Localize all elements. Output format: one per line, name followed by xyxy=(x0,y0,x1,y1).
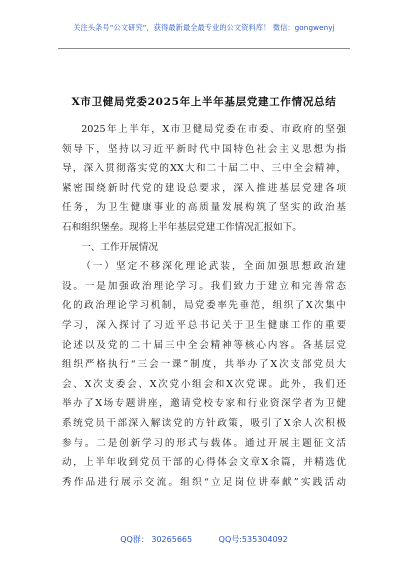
footer-contacts xyxy=(0,534,408,545)
document-title: X市卫健局党委2025年上半年基层党建工作情况总结 xyxy=(71,96,337,108)
header-banner: 关注头条号“公文研究”，获得最新最全最专业的公文资料库！ 微信：gongwenyj xyxy=(73,23,335,32)
body-line: 组织严格执行“三会一课”制度，共举办了X次支部党员大 xyxy=(62,359,346,371)
body-line: 参与。二是创新学习的形式与载体。通过开展主题征文活 xyxy=(62,437,346,449)
body-line: 秀作品进行展示交流。组织“立足岗位讲奉献”实践活动 xyxy=(62,476,346,488)
body-line: 论述以及党的二十届三中全会精神等核心内容。各基层党 xyxy=(62,339,346,351)
document-body xyxy=(62,120,346,492)
body-line: 任务，为卫生健康事业的高质量发展构筑了坚实的政治基 xyxy=(62,202,346,214)
header-divider xyxy=(58,48,350,49)
body-line: 化的政治理论学习机制，局党委率先垂范，组织了X次集中 xyxy=(62,300,346,312)
body-line: 动，上半年收到党员干部的心得体会文章X余篇，并精选优 xyxy=(62,457,346,469)
body-line: 举办了X场专题讲座，邀请党校专家和行业资深学者为卫健 xyxy=(62,398,346,410)
body-line: 领导下，坚持以习近平新时代中国特色社会主义思想为指 xyxy=(62,143,346,155)
body-line: 学习，深入探讨了习近平总书记关于卫生健康工作的重要 xyxy=(62,319,346,331)
body-line: 紧密围绕新时代党的建设总要求，深入推进基层党建各项 xyxy=(62,182,346,194)
footer-qq-number: QQ号:535304092 xyxy=(218,535,288,544)
body-line: 系统党员干部深入解读党的方针政策，吸引了X余人次积极 xyxy=(62,417,346,429)
body-line: 2025年上半年，X市卫健局党委在市委、市政府的坚强 xyxy=(81,124,346,135)
body-line: 石和组织堡垒。现将上半年基层党建工作情况汇报如下。 xyxy=(62,221,302,233)
body-line: 导，深入贯彻落实党的XX大和二十届二中、三中全会精神， xyxy=(62,163,346,175)
footer-qq-group: QQ群： 30265665 xyxy=(120,535,193,544)
body-line: （一）坚定不移深化理论武装，全面加强思想政治建 xyxy=(81,261,346,273)
section-heading: 一、工作开展情况 xyxy=(81,241,158,253)
body-line: 会、X次支委会、X次党小组会和X次党课。此外，我们还 xyxy=(62,378,346,390)
body-line: 设。一是加强政治理论学习。我们致力于建立和完善常态 xyxy=(62,280,346,292)
